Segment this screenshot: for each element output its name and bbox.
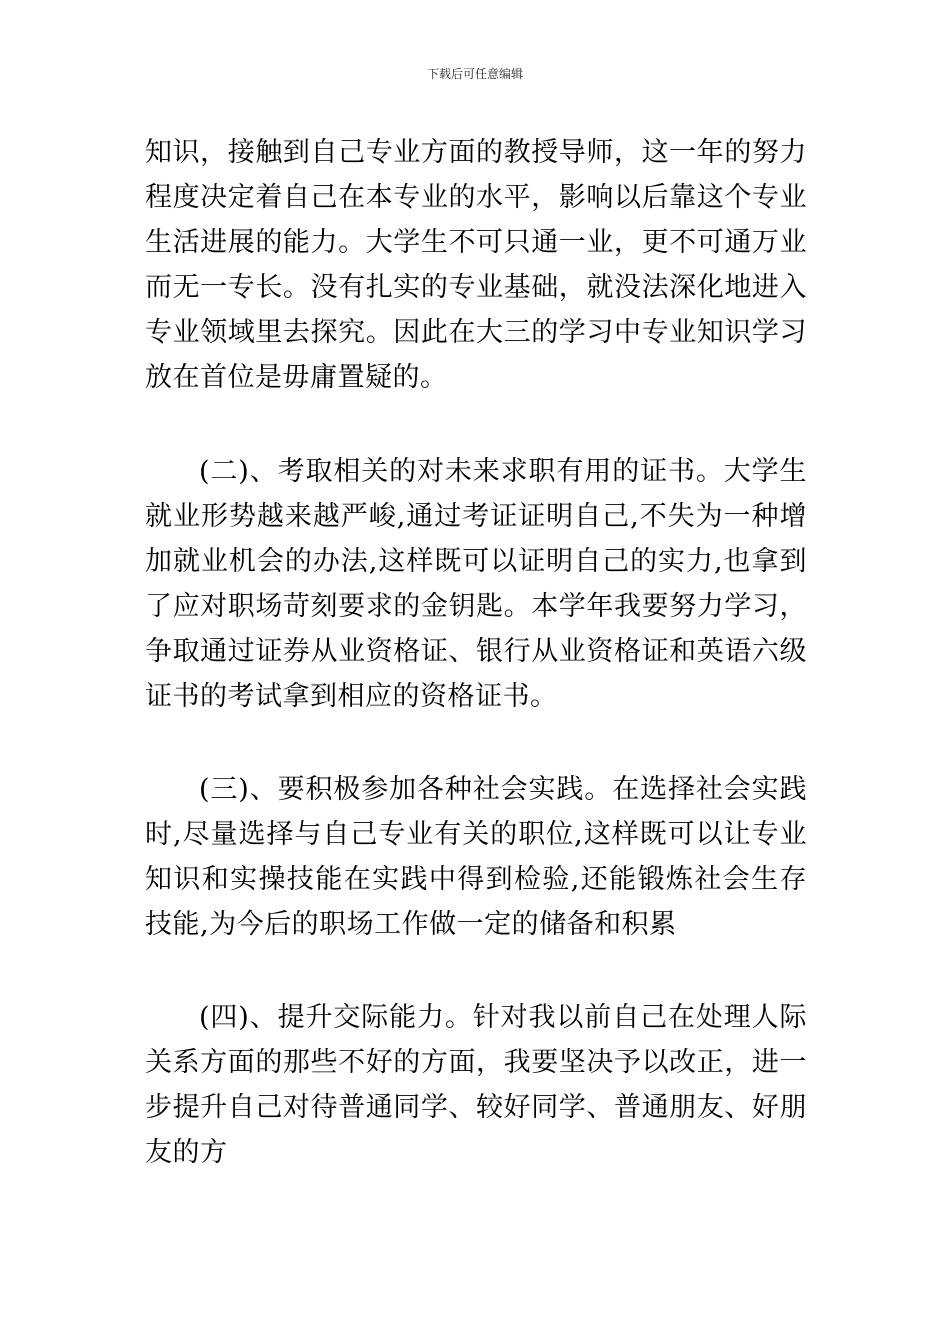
document-body [145,130,807,1175]
paragraph-3: (三)、要积极参加各种社会实践。在选择社会实践时,尽量选择与自己专业有关的职位,这样既可以让专业知识和实操技能在实践中得到检验,还能锻炼社会生存技能,为今后的职场工作做一定的储备和积累 [145,774,807,940]
paragraph-4: (四)、提升交际能力。针对我以前自己在处理人际关系方面的那些不好的方面，我要坚决予以改正，进一步提升自己对待普通同学、较好同学、普通朋友、好朋友的方 [145,1002,807,1168]
page-header: 下载后可任意编辑 [426,67,523,81]
paragraph-2: (二)、考取相关的对未来求职有用的证书。大学生就业形势越来越严峻,通过考证证明自己,不失为一种增加就业机会的办法,这样既可以证明自己的实力,也拿到了应对职场苛刻要求的金钥匙。本学年我要努力学习，争取通过证券从业资格证、银行从业资格证和英语六级证书的考试拿到相应的资格证书。 [145,456,807,712]
paragraph-spacer [145,947,807,995]
paragraph-1: 知识，接触到自己专业方面的教授导师，这一年的努力程度决定着自己在本专业的水平，影响以后靠这个专业生活进展的能力。大学生不可只通一业，更不可通万业而无一专长。没有扎实的专业基础，就没法深化地进入专业领域里去探究。因此在大三的学习中专业知识学习放在首位是毋庸置疑的。 [145,137,807,393]
paragraph-spacer [145,719,807,767]
paragraph-spacer [145,400,807,449]
